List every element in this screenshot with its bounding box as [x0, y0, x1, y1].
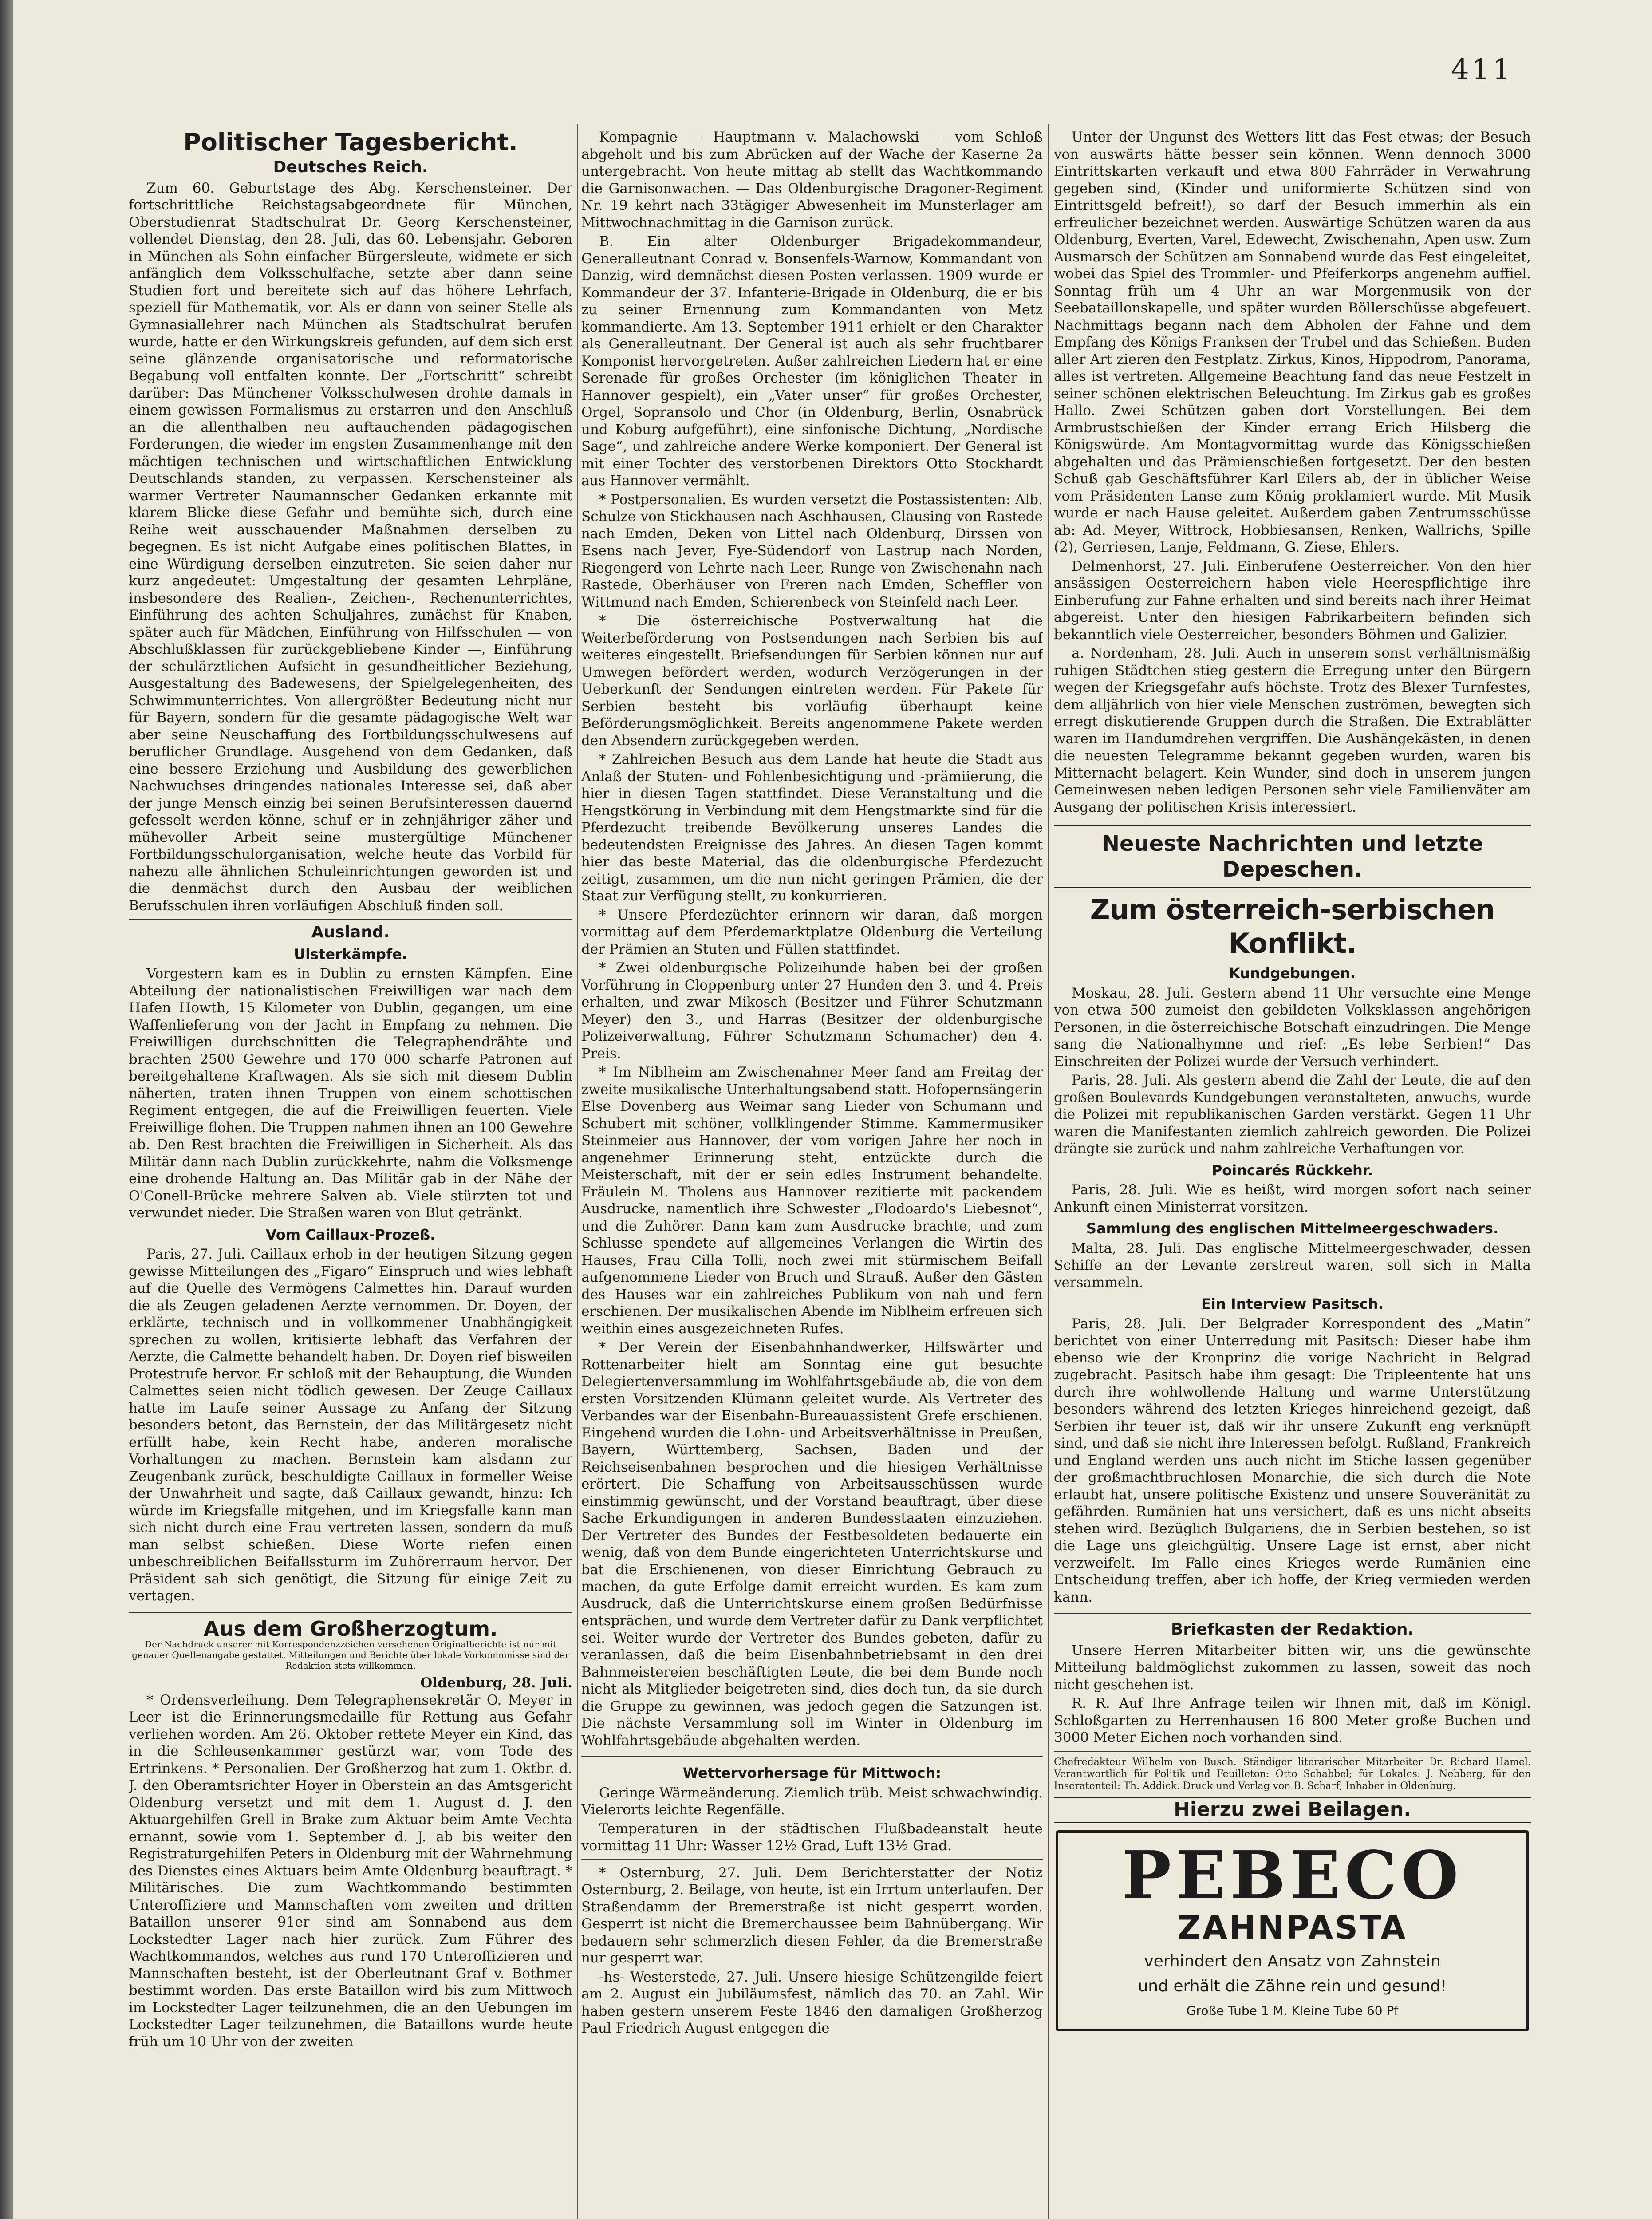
article-pasitsch: Paris, 28. Juli. Der Belgrader Korrespondent des „Matin“ berichtet von einer Unterredung mit Pasitsch: Dieser habe ihm ebenso wie der Kronprinz die vorige Nachricht in Belgrad zugebracht. Pasitsch habe ihm gesagt: Die Tripleentente hat uns durch ihre wohlwollende Haltung und warme Unterstützung besonders während des letzten Krieges hinreichend gezeigt, daß Serbien ihr teuer ist, daß wir ihr unsere Zukunft eng verknüpft sind, und daß sie nicht ihre Interessen befolgt. Rußland, Frankreich und England werden uns auch nicht im Stiche lassen gegenüber der großmachtbruchlosen Monarchie, die sich durch die Note erlaubt hat, unsere politische Existenz und unsere Souveränität zu gefährden. Rumänien hat uns versichert, daß es uns nicht abseits stehen wird. Bezüglich Bulgariens, die in Serbien bestehen, so ist die Lage uns gleichgültig. Unsere Lage ist ernst, aber nicht verzweifelt. Im Falle eines Krieges werde Rumänien eine Entscheidung treffen, aber ich hoffe, der Krieg vermieden werden kann.	[1054, 1315, 1531, 1605]
weather-heading: Wettervorhersage für Mittwoch:	[682, 1765, 942, 1781]
divider	[1054, 1613, 1531, 1614]
column-rule	[1048, 124, 1049, 2219]
article-westerstede: -hs- Westerstede, 27. Juli. Unsere hiesige Schützengilde feiert am 2. August ein Jubiläumsfest, nämlich das 70. an Zahl. Wir haben gestern unserem Feste 1846 den damaligen Großherzog Paul Friedrich August entgegen die	[581, 1969, 1043, 2036]
konflikt-headline: Zum österreich-serbischen Konflikt.	[1090, 893, 1495, 959]
article-eisenbahner: * Der Verein der Eisenbahnhandwerker, Hilfswärter und Rottenarbeiter hielt am Sonntag eine gut besuchte Delegiertenversammlung im Wohlfahrtsgebäude ab, die von dem ersten Vorsitzenden Klümann geleitet wurde. Als Vertreter des Verbandes war der Eisenbahn-Bureauassistent Grefe erschienen. Eingehend wurden die Lohn- und Arbeitsverhältnisse in Preußen, Bayern, Württemberg, Sachsen, Baden und der Reichseisenbahnen besprochen und die hiesigen Verhältnisse erörtert. Die Schaffung von Arbeitsausschüssen wurde einstimmig gewünscht, und der Vorstand beauftragt, über diese Sache Erkundigungen in anderen Bundesstaaten einzuziehen. Der Vertreter des Bundes der Festbesoldeten bedauerte ein wenig, daß von dem Bunde eingerichteten Unterrichtskurse und bat die Erschienenen, von dieser Einrichtung Gebrauch zu machen, da gute Erfolge damit erreicht wurden. Es kam zum Ausdruck, daß die Unterrichtskurse einem großen Bedürfnisse entsprächen, und wurde dem Vertreter dafür zu Dank verpflichtet sei. Weiter wurde der Vertreter des Bundes gebeten, dafür zu veranlassen, daß die beim Eisenbahnbetriebsamt in den drei Bahnmeistereien beschäftigten Leute, die bei dem Bunde noch nicht als Mitglieder beigetreten sind, dies doch tun, da sie durch die Gruppe zu gewinnen, was jedoch gegen die Satzungen ist. Die nächste Versammlung soll im Winter in Oldenburg im Wohlfahrtsgebäude abgehalten werden.	[581, 1339, 1043, 1749]
ad-price: Große Tube 1 M. Kleine Tube 60 Pf	[1186, 2003, 1399, 2018]
divider	[129, 919, 572, 920]
divider	[581, 1859, 1043, 1860]
book-spine	[0, 0, 13, 2219]
subheading-poincare: Poincarés Rückkehr.	[1211, 1161, 1373, 1179]
supplements-notice: Hierzu zwei Beilagen.	[1054, 1797, 1531, 1824]
article-local-news: * Ordensverleihung. Dem Telegraphensekretär O. Meyer in Leer ist die Erinnerungsmedaille für Rettung aus Gefahr verliehen worden. Am 26. Oktober rettete Meyer ein Kind, das in die Schleusenkammer gestürzt war, vom Tode des Ertrinkens. * Personalien. Der Großherzog hat zum 1. Oktbr. d. J. den Oberamtsrichter Hoyer in Oberstein an das Amtsgericht Oldenburg versetzt und mit dem 1. August d. J. den Aktuargehilfen Grell in Brake zum Aktuar beim Amte Vechta ernannt, sowie vom 1. September d. J. ab bis weiter den Registraturgehilfen Peters in Oldenburg mit der Wahrnehmung des Dienstes eines Aktuars beim Amte Oldenburg beauftragt. * Militärisches. Die zum Wachtkommando bestimmten Unteroffiziere und Mannschaften vom zweiten und dritten Bataillon unserer 91er sind am Sonnabend aus dem Lockstedter Lager nach hier zurück. Zum Führer des Wachtkommandos, welches aus rund 170 Unteroffizieren und Mannschaften besteht, ist der Oberleutnant Graf v. Bothmer bestimmt worden. Das erste Bataillon wird bis zum Mittwoch im Lockstedter Lager teilzunehmen, die an den Uebungen im Lockstedter Lager teilzunehmen, die Bataillons wurde heute früh um 10 Uhr von der zweiten	[129, 1692, 572, 2050]
article-praemien: * Unsere Pferdezüchter erinnern wir daran, daß morgen vormittag auf dem Pferdemarktplatze Oldenburg die Verteilung der Prämien an Stuten und Füllen stattfindet.	[581, 907, 1043, 957]
imprint: Chefredakteur Wilhelm von Busch. Ständiger literarischer Mitarbeiter Dr. Richard Hamel. Verantwortlich für Politik und Feuilleton: Otto Schabbel; für Lokales: J. Nebberg, für den Inseratenteil: Th. Addick. Druck und Verlag von B. Scharf, Inhaber in Oldenburg.	[1054, 1756, 1531, 1792]
subheading-mittelmeer: Sammlung des englischen Mittelmeergeschwaders.	[1086, 1220, 1499, 1237]
article-kerschensteiner: Zum 60. Geburtstage des Abg. Kerschensteiner. Der fortschrittliche Reichstagsabgeordnete für München, Oberstudienrat Stadtschulrat Dr. Georg Kerschensteiner, vollendet Dienstag, den 28. Juli, das 60. Lebensjahr. Geboren in München als Sohn einfacher Bürgersleute, widmete er sich anfänglich dem Volksschulfache, setzte aber dann seine Studien fort und bereitete sich auf das höhere Lehrfach, speziell für Mathematik, vor. Als er dann von seiner Stelle als Gymnasiallehrer nach München als Stadtschulrat berufen wurde, hatte er den Wirkungskreis gefunden, auf dem sich erst seine glänzende organisatorische und reformatorische Begabung voll entfalten konnte. Der „Fortschritt“ schreibt darüber: Das Münchener Volksschulwesen drohte damals in einem gewissen Formalismus zu erstarren und den Anschluß an die allenthalben neu auftauchenden pädagogischen Forderungen, die wieder im engsten Zusammenhange mit den mächtigen technischen und wirtschaftlichen Entwicklung Deutschlands standen, zu verpassen. Kerschensteiner als warmer Vertreter Naumannscher Gedanken erkannte mit klarem Blicke diese Gefahr und bemühte sich, durch eine Reihe weit ausschauender Maßnahmen derselben zu begegnen. Es ist nicht Aufgabe eines politischen Blattes, in eine Würdigung derselben einzutreten. Sie seien daher nur kurz angedeutet: Umgestaltung der gesamten Lehrpläne, insbesondere des Realien-, Zeichen-, Rechenunterrichtes, Einführung des achten Schuljahres, zunächst für Knaben, später auch für Mädchen, Einführung von Hilfsschulen — von Abschlußklassen für zurückgebliebene Kinder —, Einführung der schulärztlichen Aufsicht in gesundheitlicher Beziehung, Ausgestaltung des Badewesens, der Spielgelegenheiten, des Schwimmunterrichtes. Von allergrößter Bedeutung nicht nur für Bayern, sondern für die gesamte pädagogische Welt war aber seine Neuschaffung des Fortbildungsschulwesens auf beruflicher Grundlage. Ausgehend von dem Gedanken, daß eine bessere Erziehung und Ausbildung des gewerblichen Nachwuchses dringendes nationales Interesse sei, daß aber der junge Mensch einzig bei seinen Berufsinteressen dauernd gefesselt werden könne, schuf er in zehnjähriger zäher und mühevoller Arbeit seine mustergültige Münchener Fortbildungsschulorganisation, welche heute das Vorbild für nahezu alle ähnlichen Schuleinrichtungen geworden ist und die denmächst durch den Ausbau der weiblichen Berufsschulen ihren vorläufigen Abschluß finden soll.	[129, 180, 572, 914]
divider	[1054, 1751, 1531, 1752]
article-postpersonalien: * Postpersonalien. Es wurden versetzt die Postassistenten: Alb. Schulze von Stickhausen nach Aschhausen, Clausing von Rastede nach Emden, Deken von Littel nach Oldenburg, Dirssen von Esens nach Jever, Fye-Südendorf von Lastrup nach Norden, Riegengerd von Lehrte nach Leer, Runge von Zwischenahn nach Rastede, Oberhäuser von Freren nach Emden, Scheffler von Wittmund nach Emden, Schierenbeck von Steinfeld nach Leer.	[581, 491, 1043, 610]
latest-news-heading: Neueste Nachrichten und letzte Depeschen.	[1101, 831, 1483, 882]
ad-brand: PEBECO	[1122, 1836, 1463, 1914]
article-delmenhorst: Delmenhorst, 27. Juli. Einberufene Oesterreicher. Von den hier ansässigen Oesterreichern haben viele Heerespflichtige ihre Einberufung zur Fahne erhalten und sind bereits nach ihrer Heimat abgereist. Unter den hiesigen Fabrikarbeitern befinden sich bekanntlich viele Oesterreicher, besonders Böhmen und Galizier.	[1054, 558, 1531, 643]
article-moskau: Moskau, 28. Juli. Gestern abend 11 Uhr versuchte eine Menge von etwa 500 zumeist den gebildeten Volksklassen angehörigen Personen, in die österreichische Botschaft einzudringen. Die Menge sang die Nationalhymne und rief: „Es lebe Serbien!“ Das Einschreiten der Polizei wurde der Versuch verhindert.	[1054, 985, 1531, 1070]
dateline-oldenburg: Oldenburg, 28. Juli.	[420, 1675, 572, 1691]
subheading-caillaux: Vom Caillaux-Prozeß.	[265, 1226, 436, 1243]
reprint-notice: Der Nachdruck unserer mit Korrespondenzzeichen versehenen Originalberichte ist nur mit genauer Quellenangabe gestattet. Mitteilungen und Berichte über lokale Vorkommnisse sind der Redaktion stets willkommen.	[132, 1639, 569, 1671]
weather-forecast: Geringe Wärmeänderung. Ziemlich trüb. Meist schwachwindig. Vielerorts leichte Regenfälle.	[581, 1785, 1043, 1818]
column-1	[129, 129, 572, 2219]
article-polizeihunde: * Zwei oldenburgische Polizeihunde haben bei der großen Vorführung in Cloppenburg unter 27 Hunden den 3. und 4. Preis erhalten, und zwar Mikosch (Besitzer und Führer Schutzmann Meyer) den 3., und Harras (Besitzer der oldenburgische Polizeiverwaltung, Führer Schutzmann Schumacher) den 4. Preis.	[581, 960, 1043, 1062]
page-number: 411	[1451, 53, 1514, 86]
briefkasten-heading: Briefkasten der Redaktion.	[1171, 1620, 1414, 1639]
subheading-kundgebungen: Kundgebungen.	[1229, 965, 1356, 982]
article-niblheim: * Im Niblheim am Zwischenahner Meer fand am Freitag der zweite musikalische Unterhaltungsabend statt. Hofopernsängerin Else Dovenberg aus Weimar sang Lieder von Schumann und Schubert mit schöner, vollklingender Stimme. Kammermusiker Steinmeier aus Hannover, der vom vorigen Jahre her noch in angenehmer Erinnerung steht, entzückte durch die Meisterschaft, mit der er sein edles Instrument behandelte. Fräulein M. Tholens aus Hannover rezitierte mit packendem Ausdrucke, namentlich ihre Schwester „Flodoardo's Liebesnot“, und die Zuhörer. Dann kam zum Ausdrucke brachte, und zum Schlusse spendete auf allgemeines Verlangen die Wirtin des Hauses, Frau Cilla Tolli, noch zwei mit stürmischem Beifall aufgenommene Lieder von Bruch und Strauß. Außer den Gästen des Hauses war ein zahlreiches Publikum von nah und fern erschienen. Der musikalischen Abende im Niblheim erfreuen sich weithin eines ausgezeichneten Rufes.	[581, 1064, 1043, 1337]
article-osternburg: * Osternburg, 27. Juli. Dem Berichterstatter der Notiz Osternburg, 2. Beilage, von heute, ist ein Irrtum unterlaufen. Der Straßendamm der Bremerstraße ist nicht gesperrt worden. Gesperrt ist nicht die Bremerchaussee beim Bahnübergang. Wir bedauern sehr schmerzlich diesen Fehler, da die Bremerstraße nur gesperrt war.	[581, 1864, 1043, 1966]
article-schuetzenfest: Unter der Ungunst des Wetters litt das Fest etwas; der Besuch von auswärts hätte besser sein können. Wenn dennoch 3000 Eintrittskarten verkauft und etwa 800 Fahrräder in Verwahrung gegeben sind, (Kinder und uniformierte Schützen sind von Eintrittsgeld befreit!), so darf der Besuch immerhin als ein erfreulicher bezeichnet werden. Auswärtige Schützen waren da aus Oldenburg, Everten, Varel, Edewecht, Zwischenahn, Apen usw. Zum Ausmarsch der Schützen am Sonnabend wurde das Fest eingeleitet, wobei das Spiel des Trommler- und Pfeiferkorps angenehm auffiel. Sonntag früh um 4 Uhr an war Morgenmusik von der Seebataillonskapelle, und später wurden Böllerschüsse abgefeuert. Nachmittags begann nach dem Abholen der Fahne und dem Empfang des Königs Franksen der Trubel und das Schießen. Buden aller Art zieren den Festplatz. Zirkus, Kinos, Hippodrom, Panorama, alles ist vertreten. Allgemeine Beachtung fand das neue Festzelt in seiner schönen elektrischen Beleuchtung. Im Zirkus gab es großes Hallo. Zwei Schützen gaben dort Vorstellungen. Bei dem Armbrustschießen der Kinder errang Erich Hilsberg die Königswürde. Am Montagvormittag wurde das Königsschießen abgehalten und das Prämienschießen fortgesetzt. Der den besten Schuß gab Geschäftsführer Karl Eilers ab, der in üblicher Weise vom Präsidenten Lanse zum König proklamiert wurde. Mit Musik wurde er nach Hause geleitet. Außerdem gaben Zentrumsschüsse ab: Ad. Meyer, Wittrock, Hobbiesansen, Renken, Wallrichs, Spille (2), Gerriesen, Lanje, Feldmann, G. Ziese, Ehlers.	[1054, 129, 1531, 555]
column-2	[581, 129, 1043, 2219]
article-postverwaltung: * Die österreichische Postverwaltung hat die Weiterbeförderung von Postsendungen nach Serbien bis auf weiteres eingestellt. Briefsendungen für Serbien können nur auf Umwegen befördert werden, wodurch Verzögerungen in der Ueberkunft der Sendungen eintreten werden. Für Pakete für Serbien besteht bis vorläufig überhaupt keine Beförderungsmöglichkeit. Bereits angenommene Pakete werden den Absendern zurückgegeben werden.	[581, 613, 1043, 749]
article-brigadekommandeur: B. Ein alter Oldenburger Brigadekommandeur, Generalleutnant Conrad v. Bonsenfels-Warnow, Kommandant von Danzig, wird demnächst diesen Posten verlassen. 1909 wurde er Kommandeur der 37. Infanterie-Brigade in Oldenburg, die er bis zu seiner Ernennung zum Kommandanten von Metz kommandierte. Am 13. September 1911 erhielt er den Charakter als Generalleutnant. Der General ist auch als sehr fruchtbarer Komponist hervorgetreten. Außer zahlreichen Liedern hat er eine Serenade für großes Orchester (im königlichen Theater in Hannover gespielt), ein „Vater unser“ für großes Orchester, Orgel, Sopransolo und Chor (in Oldenburg, Berlin, Osnabrück und Koburg aufgeführt), eine sinfonische Dichtung, „Nordische Sage“, und zahlreiche andere Werke komponiert. Der General ist mit einer Tochter des verstorbenen Direktors Otto Stockhardt aus Hannover vermählt.	[581, 233, 1043, 489]
column-3	[1054, 129, 1531, 2219]
ad-slogan-line-1: verhindert den Ansatz von Zahnstein	[1144, 1952, 1441, 1970]
subheading-interview: Ein Interview Pasitsch.	[1201, 1295, 1384, 1312]
ad-slogan-line-2: und erhält die Zähne rein und gesund!	[1138, 1977, 1447, 1995]
water-temperature: Temperaturen in der städtischen Flußbadeanstalt heute vormittag 11 Uhr: Wasser 12½ Grad, Luft 13½ Grad.	[581, 1820, 1043, 1854]
article-nordenham: a. Nordenham, 28. Juli. Auch in unserem sonst verhältnismäßig ruhigen Städtchen stieg gestern die Erregung unter den Bürgern wegen der Kriegsgefahr aufs höchste. Trotz des Blexer Turnfestes, dem alljährlich von hier viele Menschen zuströmen, bewegten sich erregt diskutierende Gruppen durch die Straßen. Die Extrablätter waren im Handumdrehen vergriffen. Die Aushängekästen, in denen die neuesten Telegramme bekannt gegeben wurden, waren bis Mitternacht belagert. Kein Wunder, sind doch in unserem jungen Gemeinwesen neben ledigen Personen sehr viele Familienväter am Ausgang der politischen Krisis interessiert.	[1054, 645, 1531, 815]
briefkasten-note: Unsere Herren Mitarbeiter bitten wir, uns die gewünschte Mitteilung baldmöglichst zukommen zu lassen, soweit das noch nicht geschehen ist.	[1054, 1642, 1531, 1693]
column-rule	[577, 124, 578, 2219]
subheading-ulster: Ulsterkämpfe.	[294, 945, 407, 963]
article-paris-boulevards: Paris, 28. Juli. Als gestern abend die Zahl der Leute, die auf den großen Boulevards Kundgebungen veranstalteten, anwuchs, wurde die Polizei mit republikanischen Garden verstärkt. Gegen 11 Uhr waren die Manifestanten ziemlich zahlreich geworden. Die Polizei drängte sie zurück und nahm zahlreiche Verhaftungen vor.	[1054, 1072, 1531, 1157]
ad-product: ZAHNPASTA	[1177, 1909, 1408, 1946]
briefkasten-answer: R. R. Auf Ihre Anfrage teilen wir Ihnen mit, daß im Königl. Schloßgarten zu Herrenhausen 16 800 Meter große Buchen und 3000 Meter Eichen noch vorhanden sind.	[1054, 1695, 1531, 1745]
article-caillaux: Paris, 27. Juli. Caillaux erhob in der heutigen Sitzung gegen gewisse Mitteilungen des „Figaro“ Einspruch und wies lebhaft auf die Quelle des Vermögens Calmettes hin. Darauf wurden die als Zeugen geladenen Aerzte vernommen. Dr. Doyen, der erklärte, technisch und in vollkommener Unabhängigkeit sprechen zu wollen, kritisierte lebhaft das Verfahren der Aerzte, die Calmette behandelt haben. Dr. Doyen rief bisweilen Protestrufe hervor. Er schloß mit der Behauptung, die Wunden Calmettes seien nicht tödlich gewesen. Der Zeuge Caillaux hatte im Laufe seiner Aussage zu Anfang der Sitzung besonders betont, das Bernstein, der das Militärgesetz nicht erfüllt habe, kein Recht habe, anderen moralische Vorhaltungen zu machen. Bernstein kam alsdann zur Zeugenbank zurück, beschuldigte Caillaux in formeller Weise der Unwahrheit und sagte, daß Caillaux gewandt, hinzu: Ich würde im Kriegsfalle mitgehen, und im Kriegsfalle kann man sich nicht durch eine Frau vertreten lassen, sondern da muß man selbst schießen. Diese Worte riefen einen unbeschreiblichen Beifallssturm im Zuhörerraum hervor. Der Präsident sah sich genötigt, die Sitzung für einige Zeit zu vertagen.	[129, 1246, 572, 1604]
article-poincare: Paris, 28. Juli. Wie es heißt, wird morgen sofort nach seiner Ankunft einen Ministerrat vorsitzen.	[1054, 1182, 1531, 1215]
article-malta: Malta, 28. Juli. Das englische Mittelmeergeschwader, dessen Schiffe an der Levante zerstreut waren, soll sich in Malta versammeln.	[1054, 1240, 1531, 1291]
pebeco-advertisement	[1056, 1830, 1529, 2031]
article-military-cont: Kompagnie — Hauptmann v. Malachowski — vom Schloß abgeholt und bis zum Abrücken auf der Wache der Kaserne 2a untergebracht. Von heute mittag ab stellt das Wachtkommando die Garnisonwachen. — Das Oldenburgische Dragoner-Regiment Nr. 19 kehrt nach 33tägiger Abwesenheit im Munsterlager am Mittwochnachmittag in die Garnison zurück.	[581, 129, 1043, 231]
section-heading-politics: Politischer Tagesbericht.	[183, 129, 518, 156]
divider	[581, 1756, 1043, 1757]
subheading-deutsches-reich: Deutsches Reich.	[273, 158, 428, 176]
section-heading-grossherzogtum: Aus dem Großherzogtum.	[203, 1616, 498, 1641]
subheading-ausland: Ausland.	[311, 923, 390, 941]
article-stutenschau: * Zahlreichen Besuch aus dem Lande hat heute die Stadt aus Anlaß der Stuten- und Fohlenbesichtigung und -prämiierung, die hier in diesen Tagen stattfindet. Diese Veranstaltung und die Hengstkörung in Verbindung mit dem Hengstmarkte sind für die Pferdezucht treibende Bevölkerung unseres Landes die bedeutendsten Ereignisse des Jahres. An diesen Tagen kommt hier das beste Material, das die oldenburgische Pferdezucht zeitigt, zusammen, um die nun nicht geringen Prämien, die der Staat zur Verfügung stellt, zu konkurrieren.	[581, 751, 1043, 904]
latest-news-banner	[1054, 825, 1531, 888]
divider	[129, 1612, 572, 1613]
article-ulster: Vorgestern kam es in Dublin zu ernsten Kämpfen. Eine Abteilung der nationalistischen Freiwilligen war nach dem Hafen Howth, 15 Kilometer von Dublin, gegangen, um eine Waffenlieferung von der Jacht in Empfang zu nehmen. Die Freiwilligen durchschnitten die Telegraphendrähte und brachten 2500 Gewehre und 170 000 scharfe Patronen auf bereitgehaltene Kraftwagen. Als sie sich mit diesem Dublin näherten, traten ihnen Truppen von einem schottischen Regiment entgegen, die auf die Freiwilligen feuerten. Viele Freiwillige flohen. Die Truppen nahmen ihnen an 100 Gewehre ab. Den Rest brachten die Freiwilligen in Sicherheit. Als das Militär dann nach Dublin zurückkehrte, nahm die Volksmenge eine drohende Haltung an. Das Militär gab in der Nähe der O'Conell-Brücke mehrere Salven ab. Viele stürzten tot und verwundet nieder. Die Straßen waren von Blut getränkt.	[129, 966, 572, 1221]
